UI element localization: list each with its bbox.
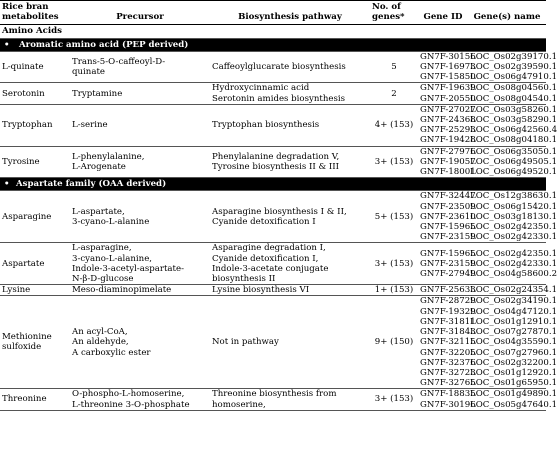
- gene-id: GN7F-30196: [420, 399, 476, 410]
- gene-name: LOC_Os08g04540.1: [470, 93, 557, 104]
- pathway-line: Caffeoylglucarate biosynthesis: [212, 62, 346, 73]
- pathway-cell: [210, 191, 370, 243]
- pathway-line: homoserine,: [212, 399, 266, 410]
- precursor-cell: [70, 104, 210, 146]
- gene-name: LOC_Os06g49505.1: [470, 156, 557, 167]
- metabolite-name: Asparagine: [2, 211, 52, 222]
- pathway-cell: [210, 83, 370, 104]
- gene-id: GN7F-23159: [420, 232, 476, 243]
- header-gene-count: No. of genes*: [370, 1, 418, 25]
- metabolite-name: sulfoxide: [2, 342, 42, 353]
- metabolite-cell: [0, 51, 70, 83]
- gene-id: GN7F-19329: [420, 306, 476, 317]
- pathway-cell: [210, 243, 370, 285]
- metabolite-name: Methionine: [2, 332, 52, 343]
- gene-id: GN7F-32765: [420, 378, 476, 389]
- group-row-aspartate: [0, 178, 546, 191]
- gene-name: LOC_Os02g34190.1: [470, 296, 557, 307]
- metabolite-name: Serotonin: [2, 88, 45, 99]
- precursor-cell: [70, 51, 210, 83]
- gene-id: GN7F-25633: [420, 285, 476, 296]
- gene-name: LOC_Os01g12910.1: [470, 316, 557, 327]
- gene-id: GN7F-25293: [420, 125, 476, 136]
- metabolite-name: L-quinate: [2, 62, 44, 73]
- precursor-line: Indole-3-acetyl-aspartate-: [72, 263, 184, 274]
- gene-count-cell: 9+ (150): [370, 296, 418, 389]
- gene-name: LOC_Os02g42350.1: [470, 222, 557, 233]
- header-metabolites: Rice bran metabolites: [0, 1, 70, 25]
- header-gene-names: Gene(s) name: [468, 1, 546, 25]
- table-row: [0, 243, 546, 285]
- precursor-line: L-serine: [72, 120, 108, 131]
- gene-count-cell: 3+ (153): [370, 146, 418, 178]
- gene-id: GN7F-15965: [420, 248, 476, 259]
- gene-name: LOC_Os06g35050.1: [470, 146, 557, 157]
- gene-id-cell: [418, 243, 476, 285]
- pathway-line: Cyanide detoxification I,: [212, 253, 319, 264]
- table-row: [0, 51, 546, 83]
- gene-id-cell: [418, 83, 476, 104]
- pathway-cell: [210, 296, 370, 389]
- gene-name: LOC_Os03g58260.1: [470, 104, 557, 115]
- metabolite-cell: [0, 285, 70, 296]
- gene-id-cell: [418, 191, 476, 243]
- metabolite-cell: [0, 104, 70, 146]
- pathway-line: Not in pathway: [212, 337, 279, 348]
- gene-id: GN7F-31811: [420, 316, 476, 327]
- gene-id: GN7F-23610: [420, 211, 476, 222]
- gene-id: GN7F-32115: [420, 337, 476, 348]
- gene-id: GN7F-16973: [420, 62, 476, 73]
- precursor-cell: [70, 146, 210, 178]
- metabolite-cell: [0, 389, 70, 410]
- group-row-aromatic: [0, 38, 546, 51]
- precursor-cell: [70, 191, 210, 243]
- header-gene-id: Gene ID: [418, 1, 468, 25]
- gene-name: LOC_Os02g42330.1: [470, 232, 557, 243]
- precursor-line: L-threonine 3-O-phosphate: [72, 399, 190, 410]
- metabolite-cell: [0, 191, 70, 243]
- precursor-line: 3-cyano-L-alanine: [72, 216, 150, 227]
- metabolite-name: Tyrosine: [2, 156, 40, 167]
- gene-id: GN7F-24368: [420, 115, 476, 126]
- group-label-aromatic: Aromatic amino acid (PEP derived): [19, 39, 189, 50]
- gene-name: LOC_Os02g24354.1: [470, 285, 557, 296]
- gene-id-cell: [418, 285, 476, 296]
- precursor-line: L-aspartate,: [72, 206, 125, 217]
- gene-name: LOC_Os06g49520.1: [470, 167, 557, 178]
- gene-count-cell: 4+ (153): [370, 104, 418, 146]
- precursor-line: O-phospho-L-homoserine,: [72, 389, 185, 400]
- gene-id: GN7F-18835: [420, 389, 476, 400]
- gene-name-cell: [468, 389, 557, 410]
- gene-name: LOC_Os01g12920.1: [470, 367, 557, 378]
- gene-id-cell: [418, 296, 476, 389]
- precursor-line: N-β-D-glucose: [72, 274, 134, 285]
- gene-count-cell: 3+ (153): [370, 243, 418, 285]
- gene-name: LOC_Os04g47120.1: [470, 306, 557, 317]
- table-row: [0, 389, 546, 410]
- table-row: [0, 296, 546, 389]
- gene-name: LOC_Os12g38630.1: [470, 191, 557, 202]
- gene-count-cell: 5: [370, 51, 418, 83]
- gene-name-cell: [468, 243, 557, 285]
- gene-name: LOC_Os06g42560.4: [470, 125, 557, 136]
- metabolite-cell: [0, 296, 70, 389]
- gene-name: LOC_Os06g15420.1: [470, 201, 557, 212]
- gene-name: LOC_Os02g39590.1: [470, 62, 557, 73]
- gene-name-cell: [468, 104, 557, 146]
- gene-id: GN7F-30156: [420, 51, 476, 62]
- gene-name: LOC_Os03g58290.1: [470, 115, 557, 126]
- gene-id: GN7F-32723: [420, 367, 476, 378]
- gene-id: GN7F-27027: [420, 104, 476, 115]
- pathway-line: Tyrosine biosynthesis II & III: [212, 161, 340, 172]
- precursor-cell: [70, 296, 210, 389]
- pathway-cell: [210, 51, 370, 83]
- pathway-cell: [210, 104, 370, 146]
- pathway-line: Hydroxycinnamic acid: [212, 83, 310, 94]
- gene-name-cell: [468, 285, 557, 296]
- gene-id: GN7F-20550: [420, 93, 476, 104]
- precursor-line: Meso-diaminopimelate: [72, 285, 172, 296]
- pathway-line: Lysine biosynthesis VI: [212, 285, 310, 296]
- gene-id: GN7F-19639: [420, 83, 476, 94]
- gene-id: GN7F-23159: [420, 258, 476, 269]
- metabolite-name: Aspartate: [2, 258, 45, 269]
- gene-name: LOC_Os02g42330.1: [470, 258, 557, 269]
- header-pathway: Biosynthesis pathway: [210, 1, 370, 25]
- gene-count-cell: 1+ (153): [370, 285, 418, 296]
- pathway-line: Cyanide detoxification I: [212, 216, 316, 227]
- gene-id-cell: [418, 146, 476, 178]
- gene-id: GN7F-31843: [420, 327, 476, 338]
- gene-name: LOC_Os08g04180.1: [470, 135, 557, 146]
- bullet-icon: •: [4, 39, 10, 50]
- metabolite-name: Threonine: [2, 394, 47, 405]
- precursor-cell: [70, 243, 210, 285]
- gene-count-cell: 3+ (153): [370, 389, 418, 410]
- gene-name: LOC_Os05g47640.1: [470, 399, 557, 410]
- pathway-line: biosynthesis II: [212, 274, 276, 285]
- section-title: Amino Acids: [0, 25, 546, 38]
- precursor-cell: [70, 83, 210, 104]
- gene-name-cell: [468, 296, 557, 389]
- gene-name-cell: [468, 51, 557, 83]
- pathway-line: Tryptophan biosynthesis: [212, 120, 320, 131]
- precursor-line: L-asparagine,: [72, 243, 132, 254]
- pathway-line: Asparagine biosynthesis I & II,: [212, 206, 347, 217]
- precursor-line: L-Arogenate: [72, 161, 126, 172]
- header-precursor: Precursor: [70, 1, 210, 25]
- gene-name: LOC_Os01g49890.1: [470, 389, 557, 400]
- gene-id: GN7F-15850: [420, 72, 476, 83]
- pathway-line: Phenylalanine degradation V,: [212, 151, 340, 162]
- gene-id: GN7F-27949: [420, 268, 476, 279]
- gene-id: GN7F-15965: [420, 222, 476, 233]
- gene-name: LOC_Os07g27960.1: [470, 347, 557, 358]
- table-header-row: [0, 1, 546, 25]
- precursor-line: An acyl-CoA,: [72, 327, 128, 338]
- precursor-line: Tryptamine: [72, 88, 123, 99]
- gene-name: LOC_Os02g42350.1: [470, 248, 557, 259]
- metabolite-name: Tryptophan: [2, 120, 53, 131]
- gene-id-cell: [418, 389, 476, 410]
- gene-id: GN7F-19428: [420, 135, 476, 146]
- gene-id: GN7F-32376: [420, 357, 476, 368]
- gene-id-cell: [418, 104, 476, 146]
- pathway-cell: [210, 389, 370, 410]
- group-label-aspartate: Aspartate family (OAA derived): [16, 179, 167, 190]
- precursor-cell: [70, 389, 210, 410]
- pathway-line: Indole-3-acetate conjugate: [212, 263, 329, 274]
- table-row: [0, 104, 546, 146]
- gene-name-cell: [468, 191, 557, 243]
- precursor-line: L-phenylalanine,: [72, 151, 145, 162]
- gene-name: LOC_Os06g47910.1: [470, 72, 557, 83]
- gene-name: LOC_Os04g35590.1: [470, 337, 557, 348]
- section-title-row: [0, 25, 546, 38]
- precursor-line: Trans-5-O-caffeoyl-D-: [72, 56, 166, 67]
- gene-count-cell: 5+ (153): [370, 191, 418, 243]
- pathway-cell: [210, 146, 370, 178]
- gene-name: LOC_Os08g04560.1: [470, 83, 557, 94]
- gene-name-cell: [468, 146, 557, 178]
- pathway-line: Threonine biosynthesis from: [212, 389, 337, 400]
- gene-id: GN7F-27976: [420, 146, 476, 157]
- table-row: [0, 285, 546, 296]
- gene-name: LOC_Os03g18130.1: [470, 211, 557, 222]
- metabolite-name: Lysine: [2, 285, 31, 296]
- pathway-line: Serotonin amides biosynthesis: [212, 93, 346, 104]
- table-row: [0, 83, 546, 104]
- gene-name-cell: [468, 83, 557, 104]
- table-row: [0, 191, 546, 243]
- gene-id: GN7F-32447: [420, 191, 476, 202]
- precursor-line: An aldehyde,: [72, 337, 129, 348]
- pathway-line: Asparagine degradation I,: [212, 243, 326, 254]
- gene-name: LOC_Os04g58600.2: [470, 268, 557, 279]
- table-row: [0, 146, 546, 178]
- precursor-line: 3-cyano-L-alanine,: [72, 253, 153, 264]
- gene-name: LOC_Os02g32200.1: [470, 357, 557, 368]
- gene-name: LOC_Os07g27870.1: [470, 327, 557, 338]
- gene-count-cell: 2: [370, 83, 418, 104]
- gene-id: GN7F-32205: [420, 347, 476, 358]
- gene-id-cell: [418, 51, 476, 83]
- metabolite-cell: [0, 83, 70, 104]
- precursor-cell: [70, 285, 210, 296]
- gene-id: GN7F-28729: [420, 296, 476, 307]
- precursor-line: quinate: [72, 67, 105, 78]
- gene-id: GN7F-18001: [420, 167, 476, 178]
- metabolite-cell: [0, 243, 70, 285]
- pathway-cell: [210, 285, 370, 296]
- gene-name: LOC_Os01g65950.1: [470, 378, 557, 389]
- bullet-icon: •: [4, 179, 10, 190]
- gene-id: GN7F-19057: [420, 156, 476, 167]
- gene-id: GN7F-23509: [420, 201, 476, 212]
- precursor-line: A carboxylic ester: [72, 347, 151, 358]
- metabolite-cell: [0, 146, 70, 178]
- gene-name: LOC_Os02g39170.1: [470, 51, 557, 62]
